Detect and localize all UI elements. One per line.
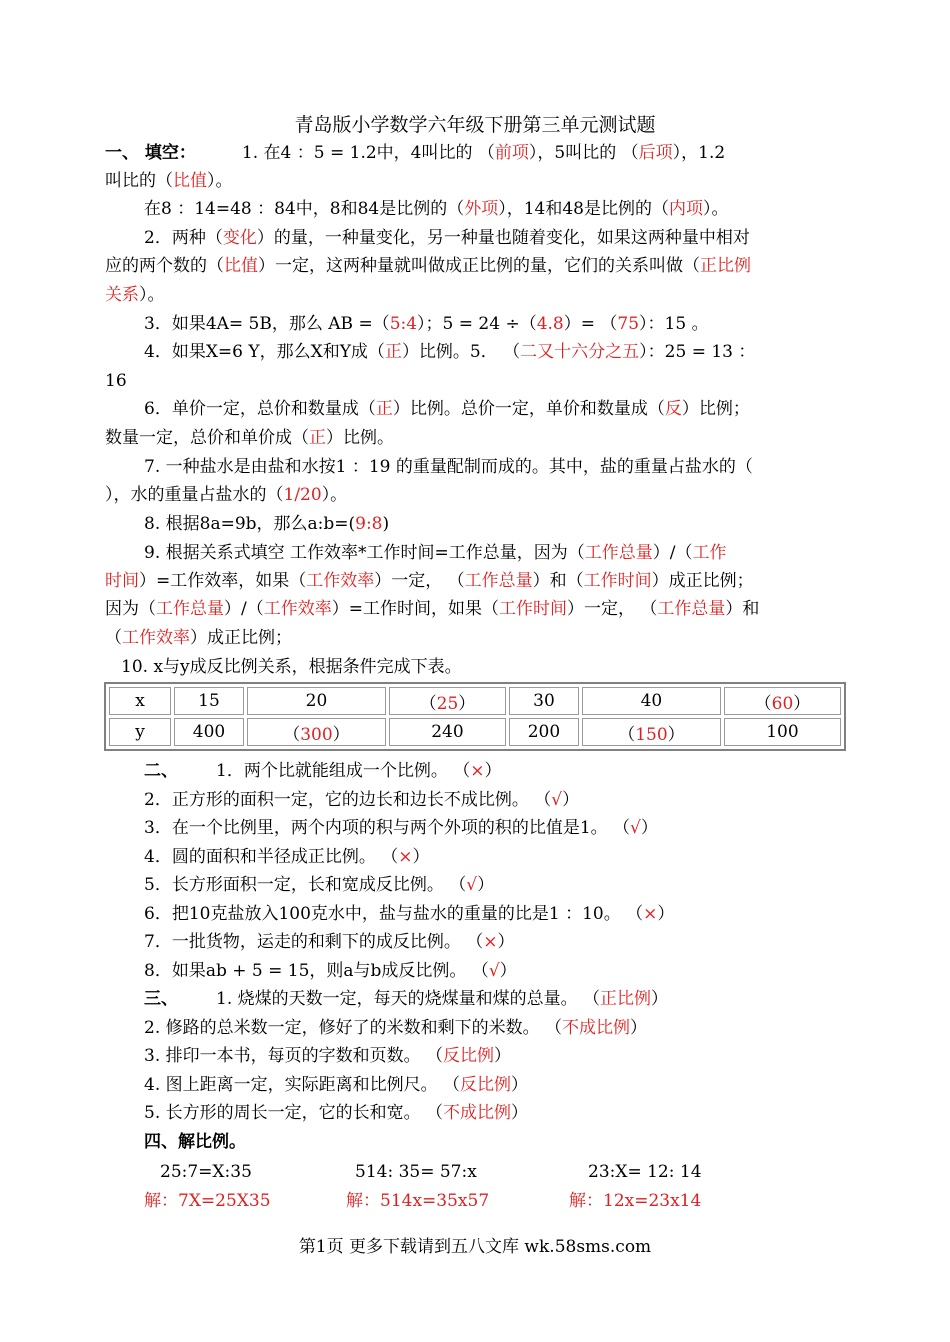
q3-line: 3．如果4A= 5B，那么 AB =（5:4）；5 = 24 ÷（4.8）= （75）：15 。 [144, 314, 709, 334]
answer: 后项 [638, 143, 673, 163]
table-cell: （60） [724, 687, 841, 715]
table-cell: 100 [724, 718, 841, 746]
table-row [109, 687, 841, 715]
table-cell: 20 [247, 687, 386, 715]
answer: 不成比例 [443, 1103, 512, 1123]
q9-line: 9. 根据关系式填空 工作效率*工作时间=工作总量，因为（工作总量）/（工作 [144, 543, 727, 563]
s2-q8-line: 8．如果ab + 5 = 15，则a与b成反比例。 （√） [144, 961, 517, 981]
answer: 变化 [222, 228, 257, 248]
answer: 工作 [692, 543, 727, 563]
answer: 150 [635, 724, 668, 745]
answer: 正比例 [700, 256, 751, 276]
answer: 60 [771, 693, 794, 714]
solution-2: 解：514x=35x57 [346, 1191, 490, 1211]
answer: 正 [375, 399, 393, 419]
answer: 比值 [224, 256, 258, 276]
proportion-1: 25:7=X:35 [160, 1162, 252, 1182]
proportion-3: 23:X= 12: 14 [588, 1162, 702, 1182]
s2-q6-line: 6．把10克盐放入100克水中，盐与盐水的重量的比是1 ：10。 （×） [144, 904, 675, 924]
answer: 正 [384, 342, 402, 362]
answer: 时间 [105, 571, 139, 591]
q6-line: 6．单价一定，总价和数量成（正）比例。总价一定，单价和数量成（反）比例； [144, 399, 750, 419]
s3-q4-line: 4. 图上距离一定，实际距离和比例尺。 （反比例） [144, 1075, 529, 1095]
s3-q5-line: 5. 长方形的周长一定，它的长和宽。 （不成比例） [144, 1103, 529, 1123]
section2-heading: 二、 [144, 761, 178, 781]
table-cell: y [109, 718, 171, 746]
answer: 内项 [668, 199, 703, 219]
answer: × [483, 932, 498, 952]
proportion-2: 514: 35= 57:x [355, 1162, 477, 1182]
answer: √ [551, 790, 563, 810]
q8-line: 8. 根据8a=9b，那么a:b=(9:8) [144, 514, 390, 534]
answer: 比值 [173, 171, 207, 191]
q7-line: 7. 一种盐水是由盐和水按1 ：19 的重量配制而成的。其中，盐的重量占盐水的（ [144, 457, 753, 477]
table-cell: x [109, 687, 171, 715]
section1-heading: 一、 填空： [105, 143, 196, 163]
answer: 300 [300, 724, 333, 745]
q1-line: 一、 填空： 1. 在4 ：5 = 1.2中，4叫比的 （前项），5叫比的 （后项），1.2 [105, 143, 726, 163]
answer: 外项 [464, 199, 499, 219]
table-cell: 200 [509, 718, 579, 746]
s3-q2-line: 2. 修路的总米数一定，修好了的米数和剩下的米数。 （不成比例） [144, 1018, 648, 1038]
answer: 工作效率 [122, 628, 190, 648]
answer: 反 [664, 399, 682, 419]
answer: 工作时间 [498, 599, 567, 619]
xy-table [104, 682, 846, 751]
table-cell: 40 [582, 687, 721, 715]
s3-q1-line: 三、 1. 烧煤的天数一定，每天的烧煤量和煤的总量。 （正比例） [144, 989, 669, 1009]
answer: 工作总量 [584, 543, 653, 563]
table-cell: 240 [389, 718, 506, 746]
answer: 关系 [105, 285, 139, 305]
q10-line: 10. x与y成反比例关系，根据条件完成下表。 [121, 657, 462, 677]
q2-line-cont: 应的两个数的（比值）一定，这两种量就叫做成正比例的量，它们的关系叫做（正比例 [105, 256, 751, 276]
answer: × [398, 847, 413, 867]
section3-heading: 三、 [144, 989, 178, 1009]
q1-line-cont: 叫比的（比值）。 [105, 171, 233, 191]
s3-q3-line: 3. 排印一本书，每页的字数和页数。 （反比例） [144, 1046, 512, 1066]
q6-line-cont: 数量一定，总价和单价成（正）比例。 [105, 428, 394, 448]
table-cell: 30 [509, 687, 579, 715]
answer: 工作总量 [657, 599, 726, 619]
answer: 5:4 [389, 314, 418, 334]
table-cell: （300） [247, 718, 386, 746]
answer: 4.8 [536, 314, 564, 334]
solution-3: 解：12x=23x14 [569, 1191, 702, 1211]
answer: × [470, 761, 485, 781]
answer: 9:8 [355, 514, 383, 534]
s2-q7-line: 7．一批货物，运走的和剩下的成反比例。 （×） [144, 932, 515, 952]
table-cell: 15 [174, 687, 244, 715]
q7-line-cont: ），水的重量占盐水的（1/20）。 [105, 485, 348, 505]
answer: 工作效率 [263, 599, 332, 619]
answer: 1/20 [283, 485, 322, 505]
table-cell: 400 [174, 718, 244, 746]
answer: √ [466, 875, 478, 895]
q9-line-2: 时间）=工作效率，如果（工作效率）一定， （工作总量）和（工作时间）成正比例； [105, 571, 754, 591]
page-footer: 第1页 更多下载请到五八文库 wk.58sms.com [298, 1237, 652, 1257]
q4-line: 4．如果X=6 Y，那么X和Y成（正）比例。5． （二又十六分之五）：25 = 13 ： [144, 342, 756, 362]
answer: 正比例 [600, 989, 652, 1009]
answer: 正 [309, 428, 326, 448]
q4-line-cont: 16 [105, 371, 127, 391]
s2-q2-line: 2．正方形的面积一定，它的边长和边长不成比例。 （√） [144, 790, 580, 810]
q2-line-end: 关系）。 [105, 285, 165, 305]
s2-q4-line: 4．圆的面积和半径成正比例。 （×） [144, 847, 430, 867]
table-cell: （25） [389, 687, 506, 715]
answer: 反比例 [443, 1046, 495, 1066]
answer: 反比例 [460, 1075, 512, 1095]
page-title: 青岛版小学数学六年级下册第三单元测试题 [294, 114, 656, 136]
answer: 25 [436, 693, 459, 714]
q2-line: 2．两种（变化）的量，一种量变化，另一种量也随着变化，如果这两种量中相对 [144, 228, 750, 248]
q9-line-4: （工作效率）成正比例； [105, 628, 292, 648]
answer: √ [630, 818, 641, 838]
answer: × [643, 904, 658, 924]
table-cell: （150） [582, 718, 721, 746]
solution-1: 解：7X=25X35 [144, 1191, 271, 1211]
answer: 工作时间 [583, 571, 652, 591]
s2-q1-line: 二、 1．两个比就能组成一个比例。 （×） [144, 761, 502, 781]
answer: 75 [617, 314, 640, 334]
answer: 二又十六分之五 [520, 342, 640, 362]
table-row [109, 718, 841, 746]
answer: 工作总量 [464, 571, 533, 591]
q9-line-3: 因为（工作总量）/（工作效率）=工作时间，如果（工作时间）一定， （工作总量）和 [105, 599, 760, 619]
q1b-line: 在8 ：14=48 ：84中，8和84是比例的（外项），14和48是比例的（内项）。 [144, 199, 729, 219]
answer: 工作效率 [306, 571, 375, 591]
section4-heading: 四、解比例。 [144, 1132, 246, 1152]
s2-q3-line: 3．在一个比例里，两个内项的积与两个外项的积的比值是1。 （√） [144, 818, 658, 838]
s2-q5-line: 5．长方形面积一定，长和宽成反比例。 （√） [144, 875, 495, 895]
answer: 工作总量 [156, 599, 224, 619]
answer: √ [488, 961, 500, 981]
answer: 不成比例 [562, 1018, 631, 1038]
answer: 前项 [494, 143, 529, 163]
